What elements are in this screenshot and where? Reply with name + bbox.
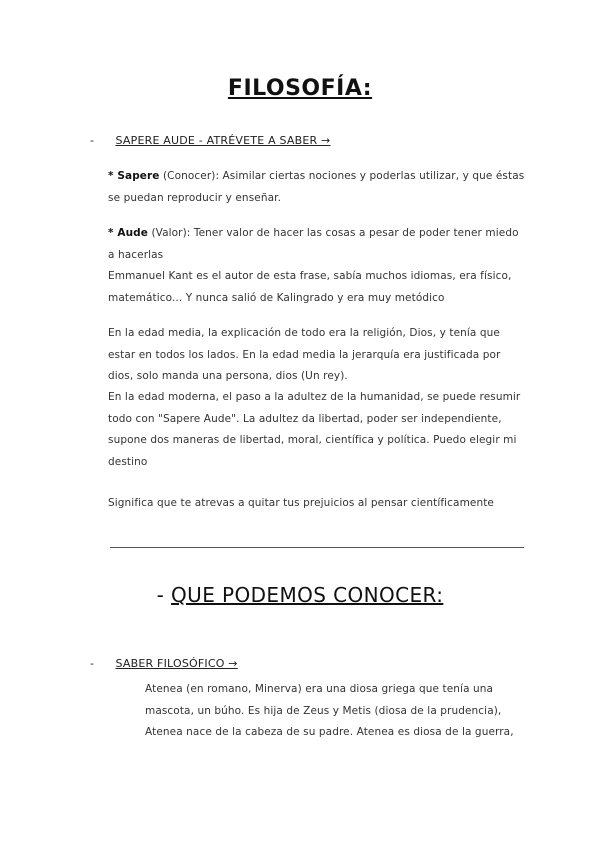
title-text: QUE PODEMOS CONOCER: (171, 583, 444, 607)
heading-text: SAPERE AUDE - ATRÉVETE A SABER → (115, 134, 331, 147)
paragraph-aude (108, 223, 528, 266)
definition-sapere: (Conocer): Asimilar ciertas nociones y poderlas utilizar, y que éstas se puedan reproducir y enseñar. (108, 170, 525, 204)
bullet-dash: - (90, 657, 94, 670)
term-sapere: * Sapere (108, 170, 160, 182)
paragraph-kant: Emmanuel Kant es el autor de esta frase, sabía muchos idiomas, era físico, matemático... Y nunca salió de Kalingrado y era muy metódico (108, 270, 512, 304)
section-heading-sapere-aude (90, 134, 330, 147)
section-title-que-podemos-conocer (0, 583, 600, 607)
paragraph-atenea: Atenea (en romano, Minerva) era una diosa griega que tenía una mascota, un búho. Es hija de Zeus y Metis (diosa de la prudencia), Atenea nace de la cabeza de su padre. Atenea es diosa de la guerra, (145, 683, 514, 738)
horizontal-divider (110, 547, 524, 548)
definition-aude: (Valor): Tener valor de hacer las cosas a pesar de poder tener miedo a hacerlas (108, 227, 519, 261)
heading-text: SABER FILOSÓFICO → (115, 657, 238, 670)
section-heading-saber-filosofico (90, 657, 238, 670)
paragraph-significado: Significa que te atrevas a quitar tus prejuicios al pensar científicamente (108, 497, 494, 509)
paragraph-edad-media: En la edad media, la explicación de todo era la religión, Dios, y tenía que estar en todos los lados. En la edad media la jerarquía era justificada por dios, solo manda una persona, dios (Un rey). (108, 327, 501, 382)
bullet-dash: - (90, 134, 94, 147)
page-title: FILOSOFÍA: (227, 76, 373, 101)
paragraph-sapere (108, 166, 528, 209)
title-dash: - (156, 583, 172, 607)
paragraph-edad-moderna: En la edad moderna, el paso a la adultez de la humanidad, se puede resumir todo con "Sapere Aude". La adultez da libertad, poder ser independiente, supone dos maneras de libertad, moral, científica y política. Puedo elegir mi destino (108, 391, 521, 468)
term-aude: * Aude (108, 227, 148, 239)
